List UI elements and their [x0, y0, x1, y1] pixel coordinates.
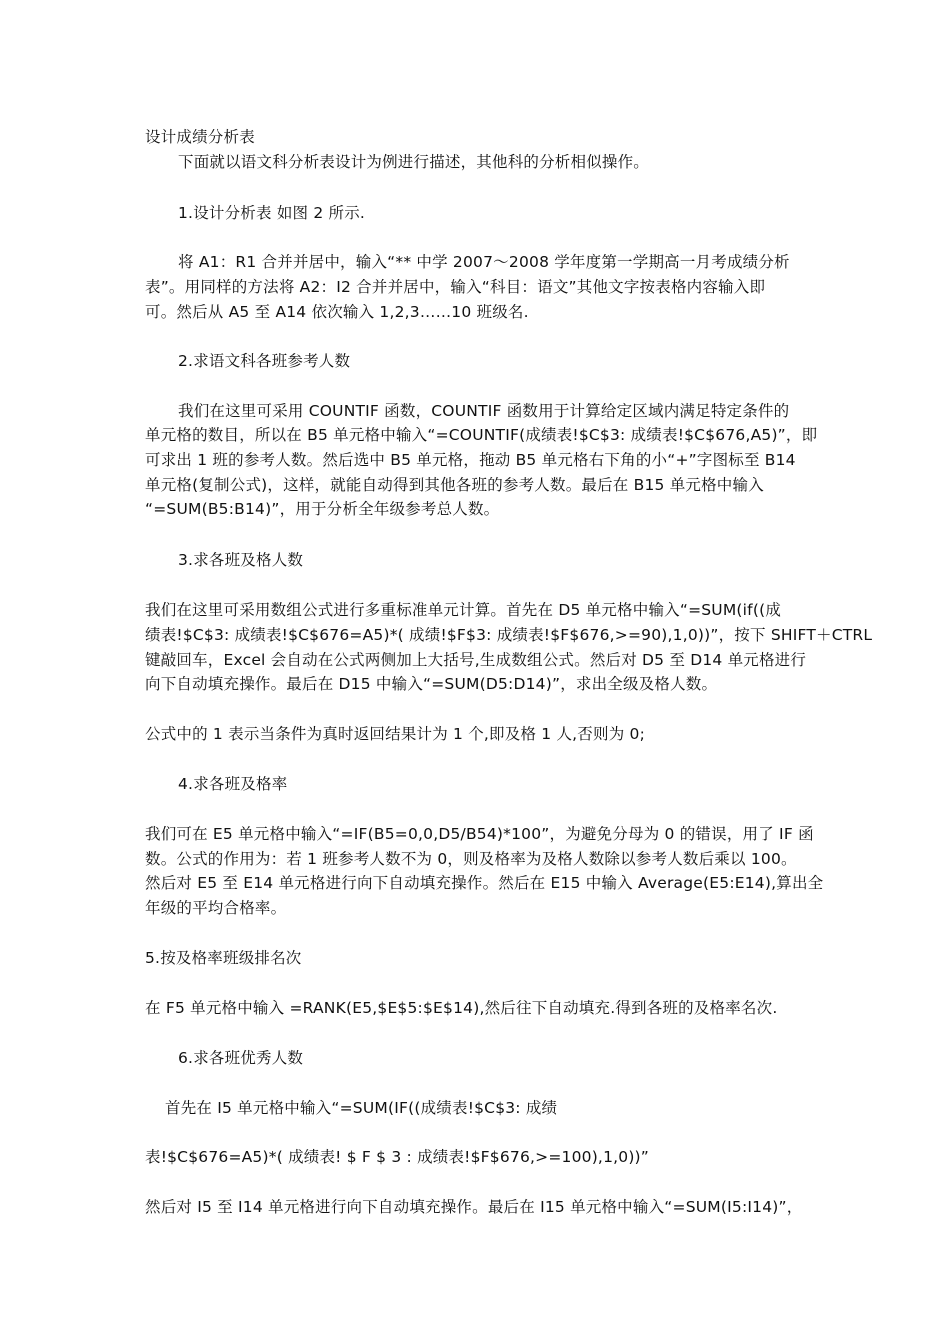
paragraph-line: 键敲回车，Excel 会自动在公式两侧加上大括号,生成数组公式。然后对 D5 至 D14 单元格进行 — [145, 651, 807, 669]
paragraph-line: 我们可在 E5 单元格中输入“=IF(B5=0,0,D5/B54)*100”，为避免分母为 0 的错误，用了 IF 函 — [145, 825, 814, 843]
paragraph-line: 单元格的数目，所以在 B5 单元格中输入“=COUNTIF(成绩表!$C$3: 成绩表!$C$676,A5)”，即 — [145, 426, 818, 444]
paragraph-line: 我们在这里可采用数组公式进行多重标准单元计算。首先在 D5 单元格中输入“=SUM(if((成 — [145, 601, 782, 619]
paragraph-line: 数。公式的作用为：若 1 班参考人数不为 0，则及格率为及格人数除以参考人数后乘以 100。 — [145, 850, 797, 868]
paragraph-line: 绩表!$C$3: 成绩表!$C$676=A5)*( 成绩!$F$3: 成绩表!$F$676,>=90),1,0))”，按下 SHIFT＋CTRL — [145, 626, 873, 644]
intro-paragraph: 下面就以语文科分析表设计为例进行描述，其他科的分析相似操作。 — [178, 153, 650, 171]
doc-title: 设计成绩分析表 — [145, 128, 255, 146]
section-heading-1: 1.设计分析表 如图 2 所示. — [178, 204, 366, 222]
section-heading-4: 4.求各班及格率 — [178, 775, 288, 793]
paragraph-line: 公式中的 1 表示当条件为真时返回结果计为 1 个,即及格 1 人,否则为 0; — [145, 725, 646, 743]
paragraph-line: 可。然后从 A5 至 A14 依次输入 1,2,3……10 班级名. — [145, 303, 529, 321]
paragraph-line: 然后对 I5 至 I14 单元格进行向下自动填充操作。最后在 I15 单元格中输入“=SUM(I5:I14)”， — [145, 1198, 803, 1216]
paragraph-line: 可求出 1 班的参考人数。然后选中 B5 单元格，拖动 B5 单元格右下角的小“+”字图标至 B14 — [145, 451, 796, 469]
section-heading-3: 3.求各班及格人数 — [178, 551, 304, 569]
paragraph-line: 向下自动填充操作。最后在 D15 中输入“=SUM(D5:D14)”，求出全级及格人数。 — [145, 675, 718, 693]
section-heading-2: 2.求语文科各班参考人数 — [178, 352, 351, 370]
section-heading-5: 5.按及格率班级排名次 — [145, 949, 302, 967]
paragraph-line: 首先在 I5 单元格中输入“=SUM(IF((成绩表!$C$3: 成绩 — [165, 1099, 558, 1117]
paragraph-line: 然后对 E5 至 E14 单元格进行向下自动填充操作。然后在 E15 中输入 Average(E5:E14),算出全 — [145, 874, 824, 892]
paragraph-line: 单元格(复制公式)，这样，就能自动得到其他各班的参考人数。最后在 B15 单元格中输入 — [145, 476, 764, 494]
section-heading-6: 6.求各班优秀人数 — [178, 1049, 304, 1067]
paragraph-line: 年级的平均合格率。 — [145, 899, 287, 917]
paragraph-line: 表!$C$676=A5)*( 成绩表! $ F $ 3 : 成绩表!$F$676,>=100),1,0))” — [145, 1148, 650, 1166]
paragraph-line: “=SUM(B5:B14)”，用于分析全年级参考总人数。 — [145, 500, 500, 518]
paragraph-line: 表”。用同样的方法将 A2：I2 合并并居中，输入“科目：语文”其他文字按表格内容输入即 — [145, 278, 766, 296]
paragraph-line: 在 F5 单元格中输入 =RANK(E5,$E$5:$E$14),然后往下自动填充.得到各班的及格率名次. — [145, 999, 778, 1017]
paragraph-line: 我们在这里可采用 COUNTIF 函数，COUNTIF 函数用于计算给定区域内满足特定条件的 — [178, 402, 790, 420]
paragraph-line: 将 A1：R1 合并并居中，输入“** 中学 2007～2008 学年度第一学期高一月考成绩分析 — [178, 253, 790, 271]
